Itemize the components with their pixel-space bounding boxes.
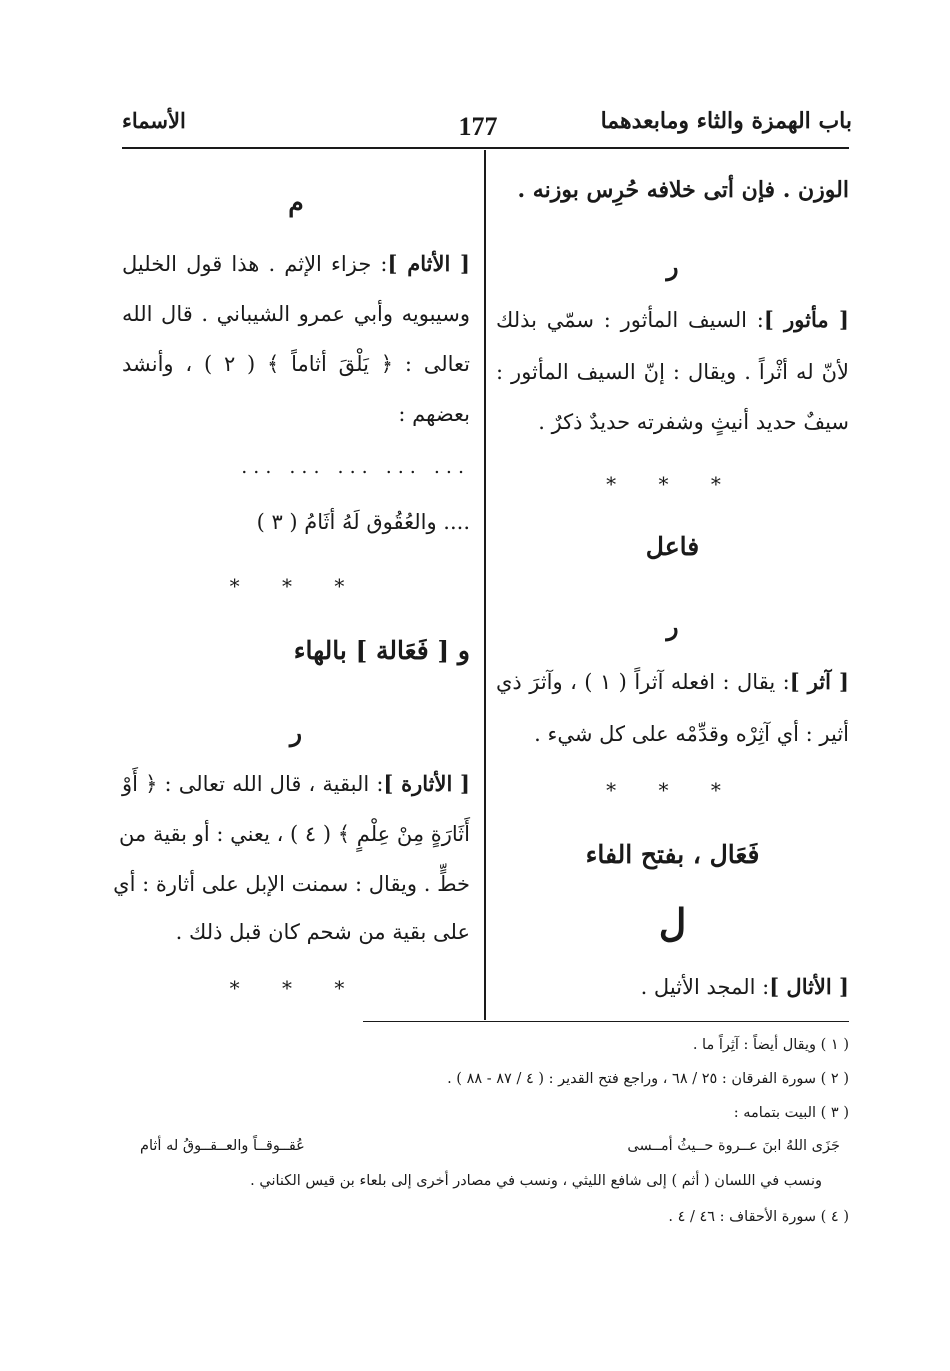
letter-heading-lam: ل bbox=[658, 900, 687, 945]
letter-heading-ra: ر bbox=[666, 612, 679, 641]
section-heading-faail: فاعل bbox=[645, 532, 700, 561]
section-heading-faal: فَعَال ، بفتح الفاء bbox=[585, 840, 760, 869]
footnote-2: ( ٢ ) سورة الفرقان : ٢٥ / ٦٨ ، وراجع فتح القدير : ( ٤ / ٨٧ - ٨٨ ) . bbox=[447, 1071, 849, 1087]
entry-athaam-line1: [ الأثام ]: جزاء الإثم . هذا قول الخليل bbox=[122, 251, 470, 276]
entry-term: [ آثر ] bbox=[789, 669, 849, 694]
section-separator: * * * bbox=[229, 574, 363, 598]
entry-mathur-line3: سيفٌ حديد أنيثٍ وشفرته حديدٌ ذكرٌ . bbox=[538, 410, 849, 434]
footnote-3-attribution: ونسب في اللسان ( أثم ) إلى شافع الليثي ، ونسب في مصادر أخرى إلى بلعاء بن قيس الكناني . bbox=[250, 1173, 822, 1189]
footnote-3-hemistich-1: جَزَى اللهُ ابنَ عــروة حــيثُ أمــسى bbox=[627, 1138, 840, 1154]
section-separator: * * * bbox=[229, 976, 363, 1000]
entry-athaam-line3: تعالى : ﴿ يَلْقَ أثاماً ﴾ ( ٢ ) ، وأنشد bbox=[122, 352, 471, 376]
running-head-right: باب الهمزة والثاء ومابعدهما bbox=[600, 108, 852, 134]
page-number: 177 bbox=[458, 112, 498, 141]
footnote-4: ( ٤ ) سورة الأحقاف : ٤٦ / ٤ . bbox=[668, 1209, 849, 1225]
entry-mathur-line2: لأنّ له أثْراً . ويقال : إنّ السيف المأثور : bbox=[496, 360, 849, 384]
verse-ellipsis: ... ... ... ... ... bbox=[241, 456, 470, 478]
footnote-rule bbox=[363, 1021, 849, 1022]
running-head-left: الأسماء bbox=[122, 108, 186, 133]
footnote-1: ( ١ ) ويقال أيضاً : آثِراً ما . bbox=[692, 1037, 849, 1053]
verse-line: .... والعُقُوق لَهُ أثَامُ ( ٣ ) bbox=[256, 510, 470, 534]
letter-heading-ra: ر bbox=[289, 718, 303, 747]
entry-term: [ مأثور ] bbox=[763, 307, 849, 332]
footnote-3: ( ٣ ) البيت بتمامه : bbox=[733, 1105, 849, 1121]
column-divider bbox=[484, 150, 486, 1020]
entry-term: [ الأثال ] bbox=[769, 974, 849, 999]
section-heading-faala: و [ فَعَالة ] بالهاء bbox=[293, 636, 470, 665]
entry-athaam-line2: وسيبويه وأبي عمرو الشيباني . قال الله bbox=[122, 302, 470, 326]
entry-athaara-line1: [ الأثارة ]: البقية ، قال الله تعالى : ﴿ أَوْ bbox=[122, 771, 470, 796]
section-separator: * * * bbox=[606, 778, 739, 802]
entry-athaam-line4: بعضهم : bbox=[398, 402, 470, 426]
section-separator: * * * bbox=[606, 472, 739, 496]
entry-athir-line2: أثير : أي آثِرْه وقدِّمْه على كل شيء . bbox=[534, 722, 849, 746]
entry-term: [ الأثارة ] bbox=[383, 771, 470, 796]
entry-athaara-line2: أَثَارَةٍ مِنْ عِلْمٍ ﴾ ( ٤ ) ، يعني : أو بقية من bbox=[119, 822, 470, 846]
entry-athal-line1: [ الأثال ]: المجد الأثيل . bbox=[640, 974, 849, 999]
entry-term: [ الأثام ] bbox=[387, 251, 470, 276]
continuation-line: الوزن . فإن أتى خلافه حُرِس بوزنه . bbox=[517, 177, 849, 203]
entry-mathur-line1: [ مأثور ]: السيف المأثور : سمّي بذلك bbox=[496, 307, 849, 332]
letter-heading-mim: م bbox=[288, 188, 304, 217]
entry-athir-line1: [ آثر ]: يقال : افعله آثراً ( ١ ) ، وآثرَ ذي bbox=[496, 669, 849, 694]
letter-heading-ra: ر bbox=[666, 252, 679, 281]
entry-athaara-line4: على بقية من شحم كان قبل ذلك . bbox=[175, 920, 470, 944]
entry-athaara-line3: خطٍّ . ويقال : سمنت الإبل على أثارة : أي bbox=[113, 872, 470, 896]
header-rule bbox=[122, 147, 849, 149]
footnote-3-hemistich-2: عُقــوقــاً والعــقــوقُ له أثام bbox=[140, 1138, 305, 1154]
